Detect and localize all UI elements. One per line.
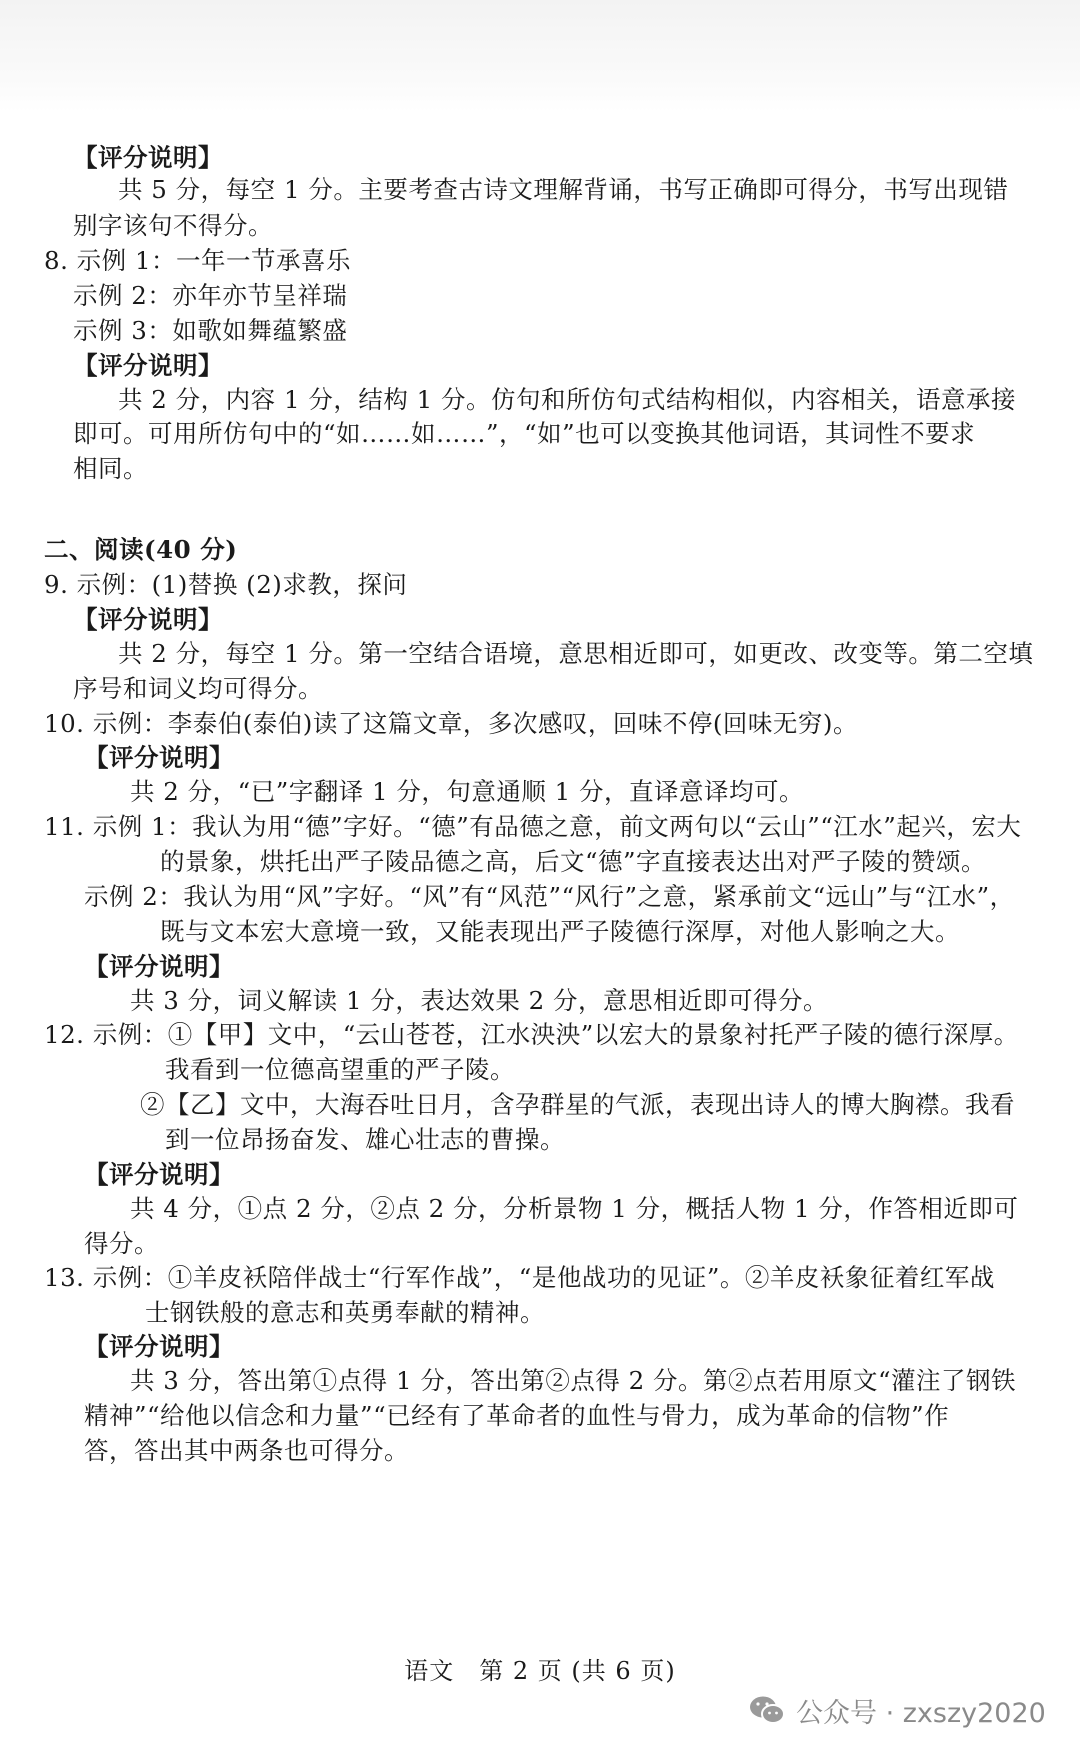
section-heading: 二、阅读(40 分): [44, 535, 238, 564]
question-11-example: 既与文本宏大意境一致，又能表现出严子陵德行深厚，对他人影响之大。: [160, 917, 960, 946]
question-8-answer: 8. 示例 1：一年一节承喜乐: [44, 246, 352, 275]
question-10-answer: 10. 示例：李泰伯(泰伯)读了这篇文章，多次感叹，回味不停(回味无穷)。: [44, 709, 858, 738]
scoring-note-text: 别字该句不得分。: [73, 211, 273, 240]
question-12-answer: 到一位昂扬奋发、雄心壮志的曹操。: [165, 1125, 565, 1154]
question-13-answer: 13. 示例：①羊皮袄陪伴战士“行军作战”，“是他战功的见证”。②羊皮袄象征着红军战: [44, 1263, 995, 1292]
scoring-note-text: 共 2 分，内容 1 分，结构 1 分。仿句和所仿句式结构相似，内容相关，语意承接: [118, 385, 1016, 414]
question-11-answer: 11. 示例 1：我认为用“德”字好。“德”有品德之意，前文两句以“云山”“江水”起兴，宏大: [44, 812, 1022, 841]
scoring-note-heading: 【评分说明】: [84, 952, 234, 981]
scoring-note-text: 共 5 分，每空 1 分。主要考查古诗文理解背诵，书写正确即可得分，书写出现错: [118, 175, 1009, 204]
scoring-note-text: 得分。: [84, 1229, 159, 1258]
question-12-answer: 12. 示例：①【甲】文中，“云山苍苍，江水泱泱”以宏大的景象衬托严子陵的德行深厚。: [44, 1020, 1019, 1049]
watermark: [748, 1688, 1046, 1732]
scoring-note-heading: 【评分说明】: [84, 743, 234, 772]
question-13-answer: 士钢铁般的意志和英勇奉献的精神。: [145, 1298, 545, 1327]
question-9-answer: 9. 示例：(1)替换 (2)求教，探问: [44, 570, 408, 599]
scoring-note-text: 序号和词义均可得分。: [73, 674, 323, 703]
question-11-answer: 的景象，烘托出严子陵品德之高，后文“德”字直接表达出对严子陵的赞颂。: [160, 847, 987, 876]
scoring-note-text: 共 4 分，①点 2 分，②点 2 分，分析景物 1 分，概括人物 1 分，作答相近即可: [130, 1194, 1019, 1223]
watermark-text: 公众号 · zxszy2020: [796, 1697, 1046, 1729]
scoring-note-text: 相同。: [73, 454, 148, 483]
scoring-note-heading: 【评分说明】: [73, 143, 223, 172]
scoring-note-text: 共 3 分，词义解读 1 分，表达效果 2 分，意思相近即可得分。: [130, 986, 828, 1015]
scoring-note-text: 共 2 分，“已”字翻译 1 分，句意通顺 1 分，直译意译均可。: [130, 777, 805, 806]
scoring-note-heading: 【评分说明】: [84, 1160, 234, 1189]
question-8-example: 示例 2：亦年亦节呈祥瑞: [73, 281, 348, 310]
question-8-example: 示例 3：如歌如舞蕴繁盛: [73, 316, 348, 345]
scoring-note-heading: 【评分说明】: [73, 351, 223, 380]
question-12-answer: 我看到一位德高望重的严子陵。: [165, 1055, 515, 1084]
question-11-example: 示例 2：我认为用“风”字好。“风”有“风范”“风行”之意，紧承前文“远山”与“江水”，: [84, 882, 1015, 911]
scoring-note-heading: 【评分说明】: [73, 605, 223, 634]
scoring-note-text: 答，答出其中两条也可得分。: [84, 1436, 409, 1465]
scoring-note-heading: 【评分说明】: [84, 1332, 234, 1361]
page-footer: 语文 第 2 页 (共 6 页): [404, 1657, 676, 1685]
scoring-note-text: 即可。可用所仿句中的“如……如……”，“如”也可以变换其他词语，其词性不要求: [73, 419, 976, 448]
question-12-answer: ②【乙】文中，大海吞吐日月，含孕群星的气派，表现出诗人的博大胸襟。我看: [140, 1090, 1015, 1119]
scoring-note-text: 精神”“给他以信念和力量”“已经有了革命者的血性与骨力，成为革命的信物”作: [84, 1401, 950, 1430]
wechat-icon: [748, 1694, 786, 1726]
scoring-note-text: 共 3 分，答出第①点得 1 分，答出第②点得 2 分。第②点若用原文“灌注了钢铁: [130, 1366, 1017, 1395]
scoring-note-text: 共 2 分，每空 1 分。第一空结合语境，意思相近即可，如更改、改变等。第二空填: [118, 639, 1034, 668]
